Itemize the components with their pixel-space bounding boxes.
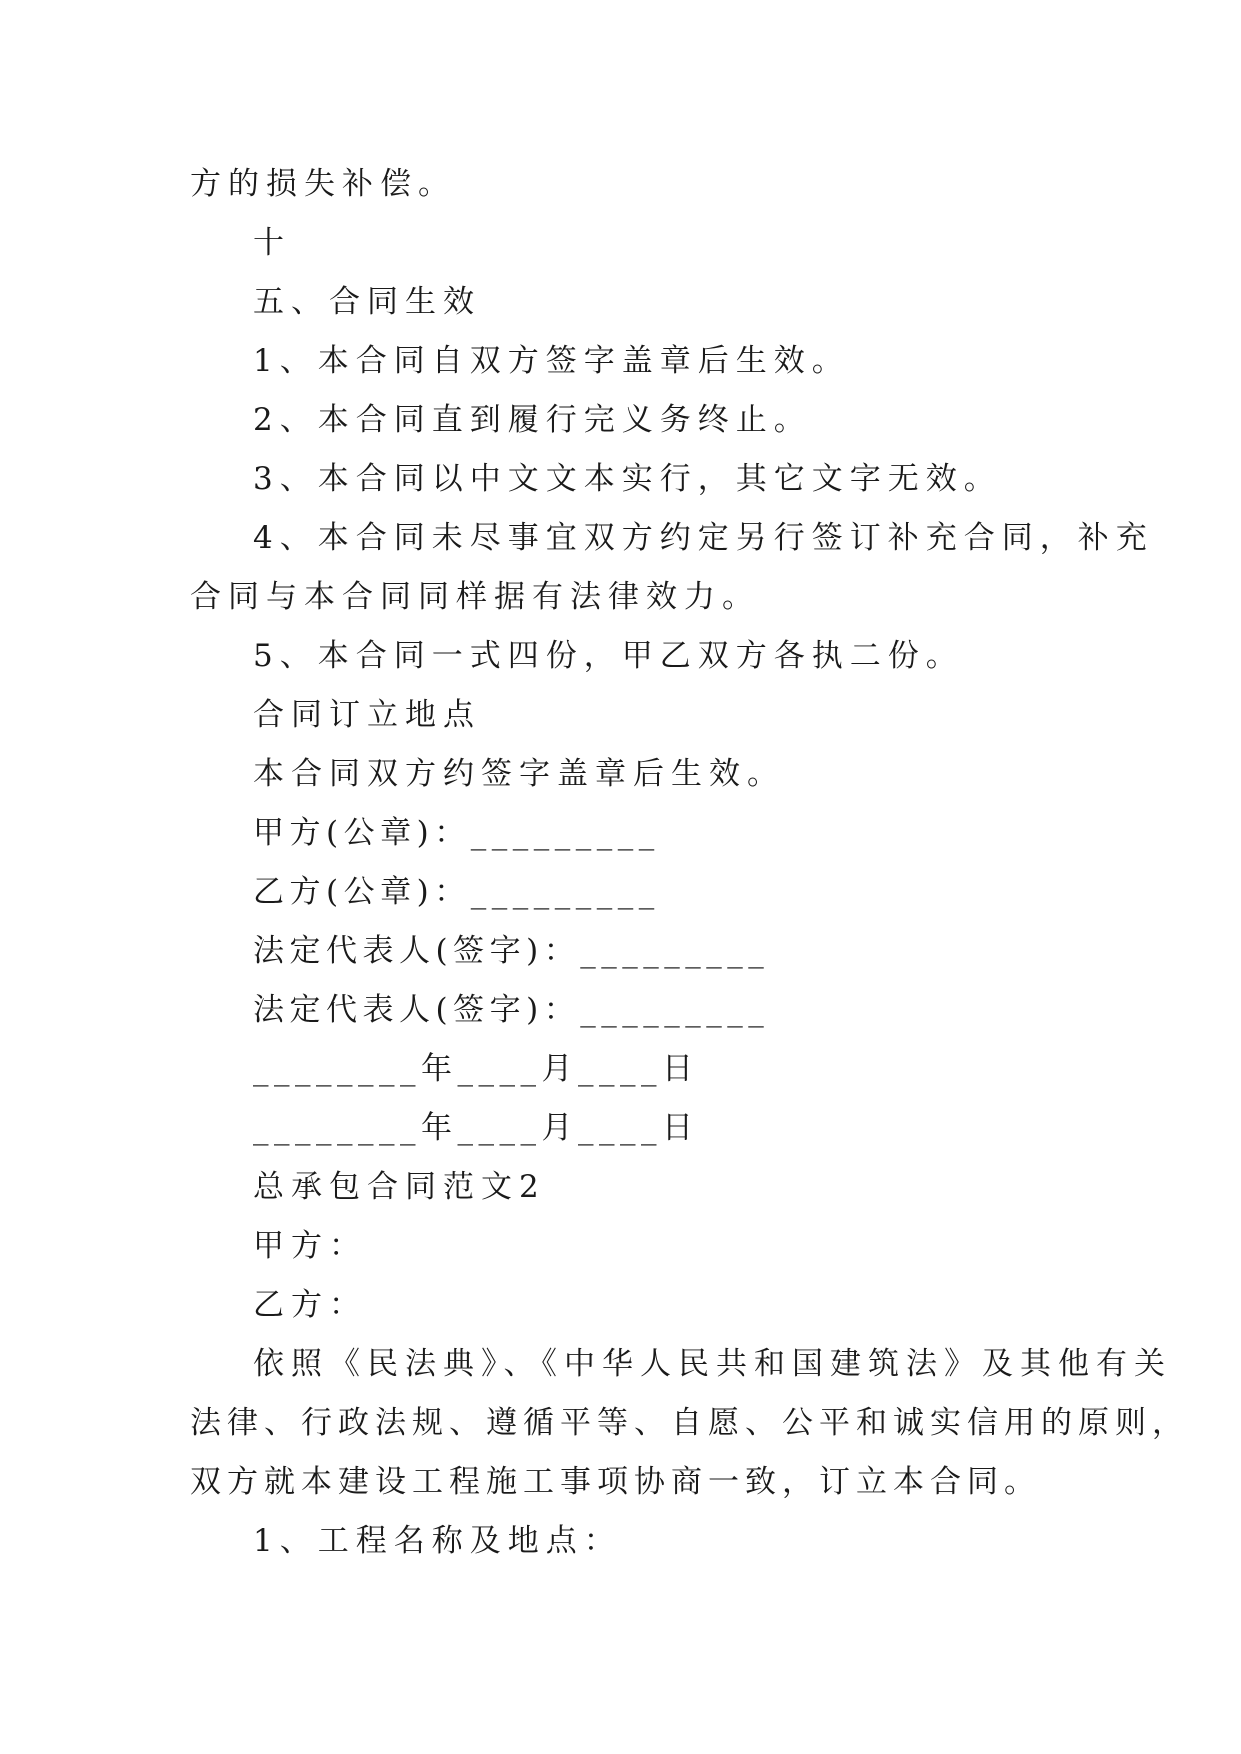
text-line: 乙方： xyxy=(253,1287,367,1323)
date-line: ________年____月____日 xyxy=(253,1110,699,1146)
section-heading: 五、合同生效 xyxy=(253,284,481,320)
text-line: 4、本合同未尽事宜双方约定另行签订补充合同，补充 xyxy=(253,520,1154,556)
signature-line: 法定代表人(签字)：_________ xyxy=(253,992,770,1028)
text-line: 5、本合同一式四份，甲乙双方各执二份。 xyxy=(253,638,964,674)
text-line: 方的损失补偿。 xyxy=(190,166,456,202)
section-heading: 总承包合同范文2 xyxy=(253,1169,546,1205)
signature-line: 乙方(公章)：_________ xyxy=(253,874,660,910)
text-line: 十 xyxy=(253,225,291,261)
text-line: 双方就本建设工程施工事项协商一致，订立本合同。 xyxy=(190,1464,1041,1500)
text-line: 2、本合同直到履行完义务终止。 xyxy=(253,402,812,438)
text-line: 本合同双方约签字盖章后生效。 xyxy=(253,756,785,792)
signature-line: 法定代表人(签字)：_________ xyxy=(253,933,770,969)
text-line: 1、本合同自双方签字盖章后生效。 xyxy=(253,343,850,379)
text-line: 合同与本合同同样据有法律效力。 xyxy=(190,579,760,615)
text-line: 1、工程名称及地点： xyxy=(253,1523,622,1559)
text-line: 3、本合同以中文文本实行，其它文字无效。 xyxy=(253,461,1002,497)
text-line: 依照《民法典》、《中华人民共和国建筑法》及其他有关 xyxy=(253,1346,1172,1382)
text-line: 甲方： xyxy=(253,1228,367,1264)
text-line: 合同订立地点 xyxy=(253,697,481,733)
signature-line: 甲方(公章)：_________ xyxy=(253,815,660,851)
text-line: 法律、行政法规、遵循平等、自愿、公平和诚实信用的原则， xyxy=(190,1405,1189,1441)
date-line: ________年____月____日 xyxy=(253,1051,699,1087)
